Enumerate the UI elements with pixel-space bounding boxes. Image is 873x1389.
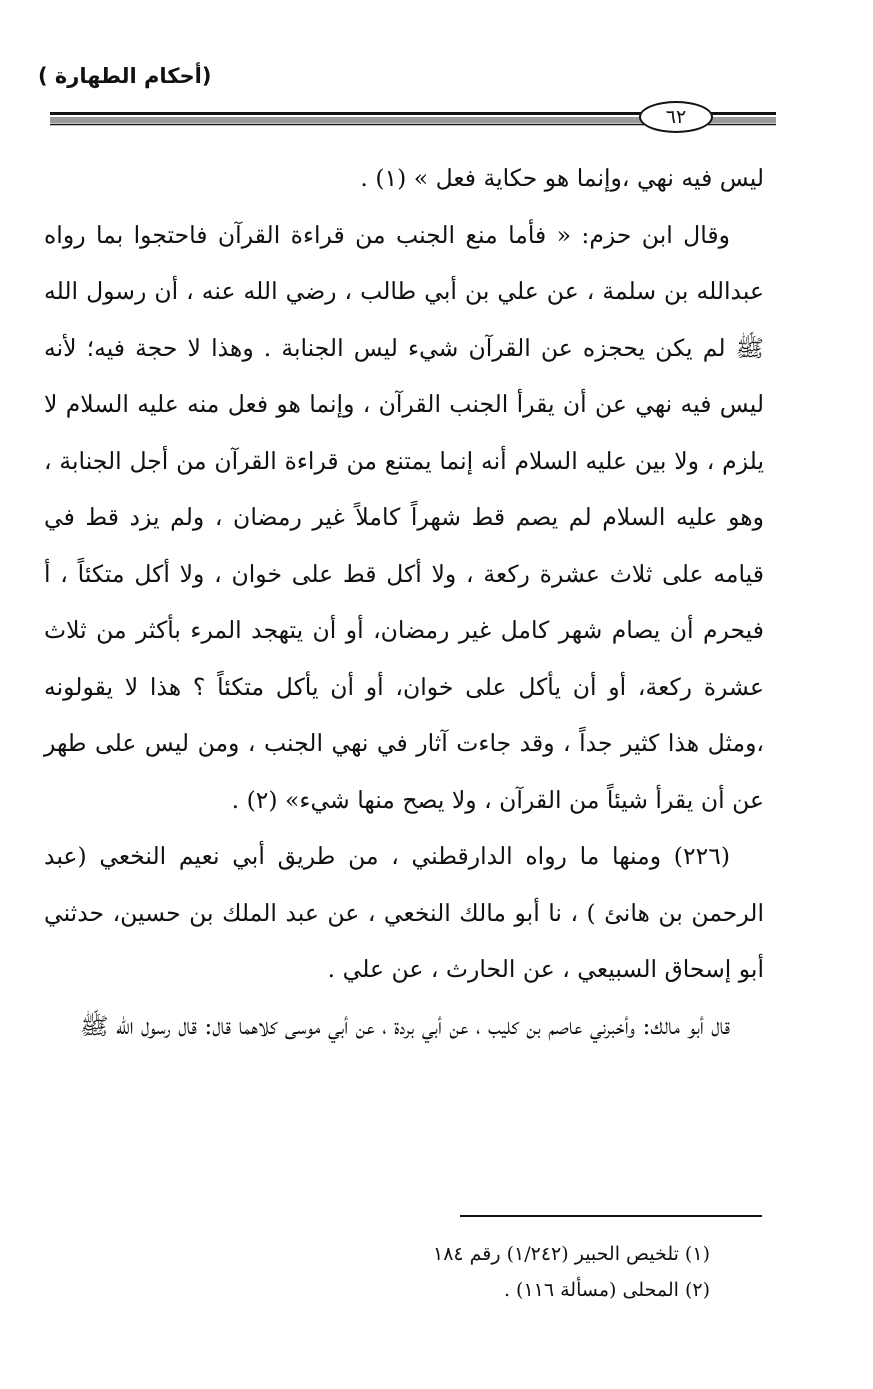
footnote-separator: [460, 1215, 762, 1217]
footnote-item: (٢) المحلى (مسألة ١١٦) .: [503, 1279, 710, 1301]
page-number: ٦٢: [639, 101, 713, 133]
paragraph: قال أبو مالك: وأخبرني عاصم بن كليب ، عن أبي بردة ، عن أبي موسى كلاهما قال: قال رسول الله ﷺ: [80, 1011, 730, 1040]
footnotes: [380, 1236, 710, 1308]
paragraph: ليس فيه نهي ،وإنما هو حكاية فعل » (١) .: [360, 164, 764, 192]
footnote-item: (١) تلخيص الحبير (١/٢٤٢) رقم ١٨٤: [433, 1243, 710, 1265]
paragraph: وقال ابن حزم: « فأما منع الجنب من قراءة القرآن فاحتجوا بما رواه عبدالله بن سلمة ، عن علي بن أبي طالب ، رضي الله عنه ، أن رسول الله ﷺ لم يكن يحجزه عن القرآن شيء ليس الجنابة . وهذا لا حجة فيه؛ لأنه ليس فيه نهي عن أن يقرأ الجنب القرآن ، وإنما هو فعل منه عليه السلام لا يلزم ، ولا بين عليه السلام أنه إنما يمتنع من قراءة القرآن من أجل الجنابة ، وهو عليه السلام لم يصم قط شهراً كاملاً غير رمضان ، ولم يزد قط في قيامه على ثلاث عشرة ركعة ، ولا أكل قط على خوان ، ولا أكل متكئاً ، أ فيحرم أن يصام شهر كامل غير رمضان، أو أن يتهجد المرء بأكثر من ثلاث عشرة ركعة، أو أن يأكل على خوان، أو أن يأكل متكئاً ؟ هذا لا يقولونه ،ومثل هذا كثير جداً ، وقد جاءت آثار في نهي الجنب ، ومن ليس على طهر عن أن يقرأ شيئاً من القرآن ، ولا يصح منها شيء» (٢) .: [44, 220, 764, 814]
paragraph: (٢٢٦) ومنها ما رواه الدارقطني ، من طريق أبي نعيم النخعي (عبد الرحمن بن هانئ ) ، نا أبو مالك النخعي ، عن عبد الملك بن حسين، حدثني أبو إسحاق السبيعي ، عن الحارث ، عن علي .: [44, 842, 764, 983]
running-header-title: (أحكام الطهارة ): [38, 64, 212, 88]
main-text: [44, 150, 764, 1054]
